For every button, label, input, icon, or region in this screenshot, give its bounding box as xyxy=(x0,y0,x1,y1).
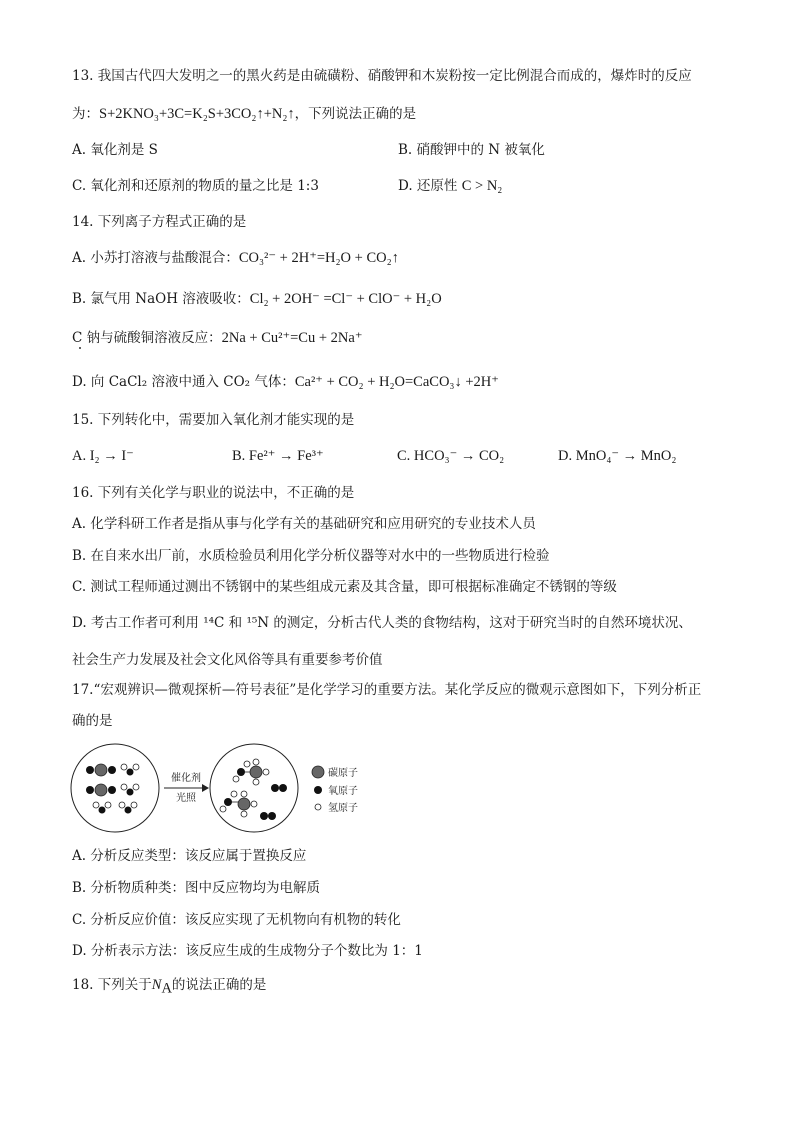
legend-oxygen-label: 氧原子 xyxy=(328,786,358,797)
q17-option-c: C. 分析反应价值：该反应实现了无机物向有机物的转化 xyxy=(72,912,401,928)
reaction-arrow xyxy=(164,784,209,792)
q18-symbol: N xyxy=(151,977,162,993)
q17-stem-line1: 17.“宏观辨识—微观探析—符号表征”是化学学习的重要方法。某化学反应的微观示意图如下，下列分析正 xyxy=(72,682,702,698)
o2-molecule-1 xyxy=(271,784,287,792)
q13-option-d-eq: C > N₂ xyxy=(461,178,503,194)
q14-option-d-eq: Ca²⁺ + CO₂ + H₂O=CaCO₃↓ +2H⁺ xyxy=(294,374,499,390)
q15-option-c: C. HCO₃⁻ → CO₂ xyxy=(397,448,505,464)
reaction-microscopic-diagram xyxy=(68,742,398,834)
legend-carbon-label: 碳原子 xyxy=(328,768,358,779)
legend-hydrogen-label: 氢原子 xyxy=(328,803,358,814)
q16-option-d-line1: D. 考古工作者可利用 ¹⁴C 和 ¹⁵N 的测定，分析古代人类的食物结构，这对于研究当时的自然环境状况、 xyxy=(72,615,692,631)
q18-stem-prefix: 18. 下列关于 xyxy=(72,977,152,993)
h2o-molecule-2 xyxy=(121,784,139,796)
q17-option-b: B. 分析物质种类：图中反应物均为电解质 xyxy=(72,880,321,896)
q14-option-c-eq: 2Na + Cu²⁺=Cu + 2Na⁺ xyxy=(221,330,363,346)
q15-option-d: D. MnO₄⁻ → MnO₂ xyxy=(558,448,677,464)
q18-symbol-sub: A xyxy=(161,980,172,997)
q14-option-d xyxy=(72,372,499,392)
q15-stem: 15. 下列转化中，需要加入氧化剂才能实现的是 xyxy=(72,412,355,428)
q14-stem: 14. 下列离子方程式正确的是 xyxy=(72,214,247,230)
arrow-label-catalyst: 催化剂 xyxy=(171,773,201,784)
co2-molecule-1 xyxy=(86,764,116,776)
q13-stem-line2 xyxy=(72,104,416,124)
q14-option-a-eq: CO₃²⁻ + 2H⁺=H₂O + CO₂↑ xyxy=(238,250,399,266)
q13-option-b: B. 硝酸钾中的 N 被氧化 xyxy=(398,142,545,158)
q14-option-d-prefix: D. 向 CaCl₂ 溶液中通入 CO₂ 气体： xyxy=(72,374,295,390)
legend-hydrogen-icon xyxy=(315,804,321,810)
h2o-molecule-1 xyxy=(121,764,139,776)
o2-molecule-2 xyxy=(260,812,276,820)
q17-stem-line2: 确的是 xyxy=(72,713,113,729)
q14-option-a-prefix: A. 小苏打溶液与盐酸混合： xyxy=(72,250,239,266)
product-molecule-1 xyxy=(233,759,269,785)
legend-oxygen-icon xyxy=(314,786,322,794)
q14-option-c-prefix: C 钠与硫酸铜溶液反应： xyxy=(72,330,222,346)
q14-option-b-prefix: B. 氯气用 NaOH 溶液吸收： xyxy=(72,291,250,307)
q17-option-d: D. 分析表示方法：该反应生成的生成物分子个数比为 1：1 xyxy=(72,943,423,959)
product-molecule-2 xyxy=(220,791,257,817)
legend-carbon-icon xyxy=(312,766,324,778)
diagram-legend xyxy=(312,766,358,814)
q16-stem: 16. 下列有关化学与职业的说法中，不正确的是 xyxy=(72,485,355,501)
q13-option-c: C. 氧化剂和还原剂的物质的量之比是 1:3 xyxy=(72,178,319,194)
h2o-molecule-3 xyxy=(93,802,111,814)
q13-equation: S+2KNO₃+3C=K₂S+3CO₂↑+N₂↑ xyxy=(99,106,295,122)
q16-option-b: B. 在自来水出厂前，水质检验员利用化学分析仪器等对水中的一些物质进行检验 xyxy=(72,548,550,564)
q13-option-a: A. 氧化剂是 S xyxy=(72,142,158,158)
q17-option-a: A. 分析反应类型：该反应属于置换反应 xyxy=(72,848,307,864)
q14-option-a xyxy=(72,248,399,268)
q14-option-c xyxy=(72,328,362,348)
q13-stem-line1: 13. 我国古代四大发明之一的黑火药是由硫磺粉、硝酸钾和木炭粉按一定比例混合而成的，爆炸时的反应 xyxy=(72,68,692,84)
q15-option-b: B. Fe²⁺ → Fe³⁺ xyxy=(232,448,324,464)
q13-option-d xyxy=(398,176,502,196)
q18-stem xyxy=(72,975,266,995)
co2-molecule-2 xyxy=(86,784,116,796)
q16-option-a: A. 化学科研工作者是指从事与化学有关的基础研究和应用研究的专业技术人员 xyxy=(72,516,536,532)
q13-option-d-prefix: D. 还原性 xyxy=(398,178,458,194)
q14-option-b-eq: Cl₂ + 2OH⁻ =Cl⁻ + ClO⁻ + H₂O xyxy=(249,291,442,307)
arrow-label-light: 光照 xyxy=(176,793,196,804)
q16-option-c: C. 测试工程师通过测出不锈钢中的某些组成元素及其含量，即可根据标准确定不锈钢的等级 xyxy=(72,579,617,595)
q16-option-d-line2: 社会生产力发展及社会文化风俗等具有重要参考价值 xyxy=(72,652,383,668)
h2o-molecule-4 xyxy=(119,802,137,814)
q18-stem-suffix: 的说法正确的是 xyxy=(171,977,267,993)
q15-option-a: A. I₂ → I⁻ xyxy=(72,448,134,464)
q13-stem-prefix: 为： xyxy=(72,106,99,122)
q13-stem-suffix: ，下列说法正确的是 xyxy=(294,106,417,122)
stray-dot xyxy=(79,347,81,349)
q14-option-b xyxy=(72,289,442,309)
